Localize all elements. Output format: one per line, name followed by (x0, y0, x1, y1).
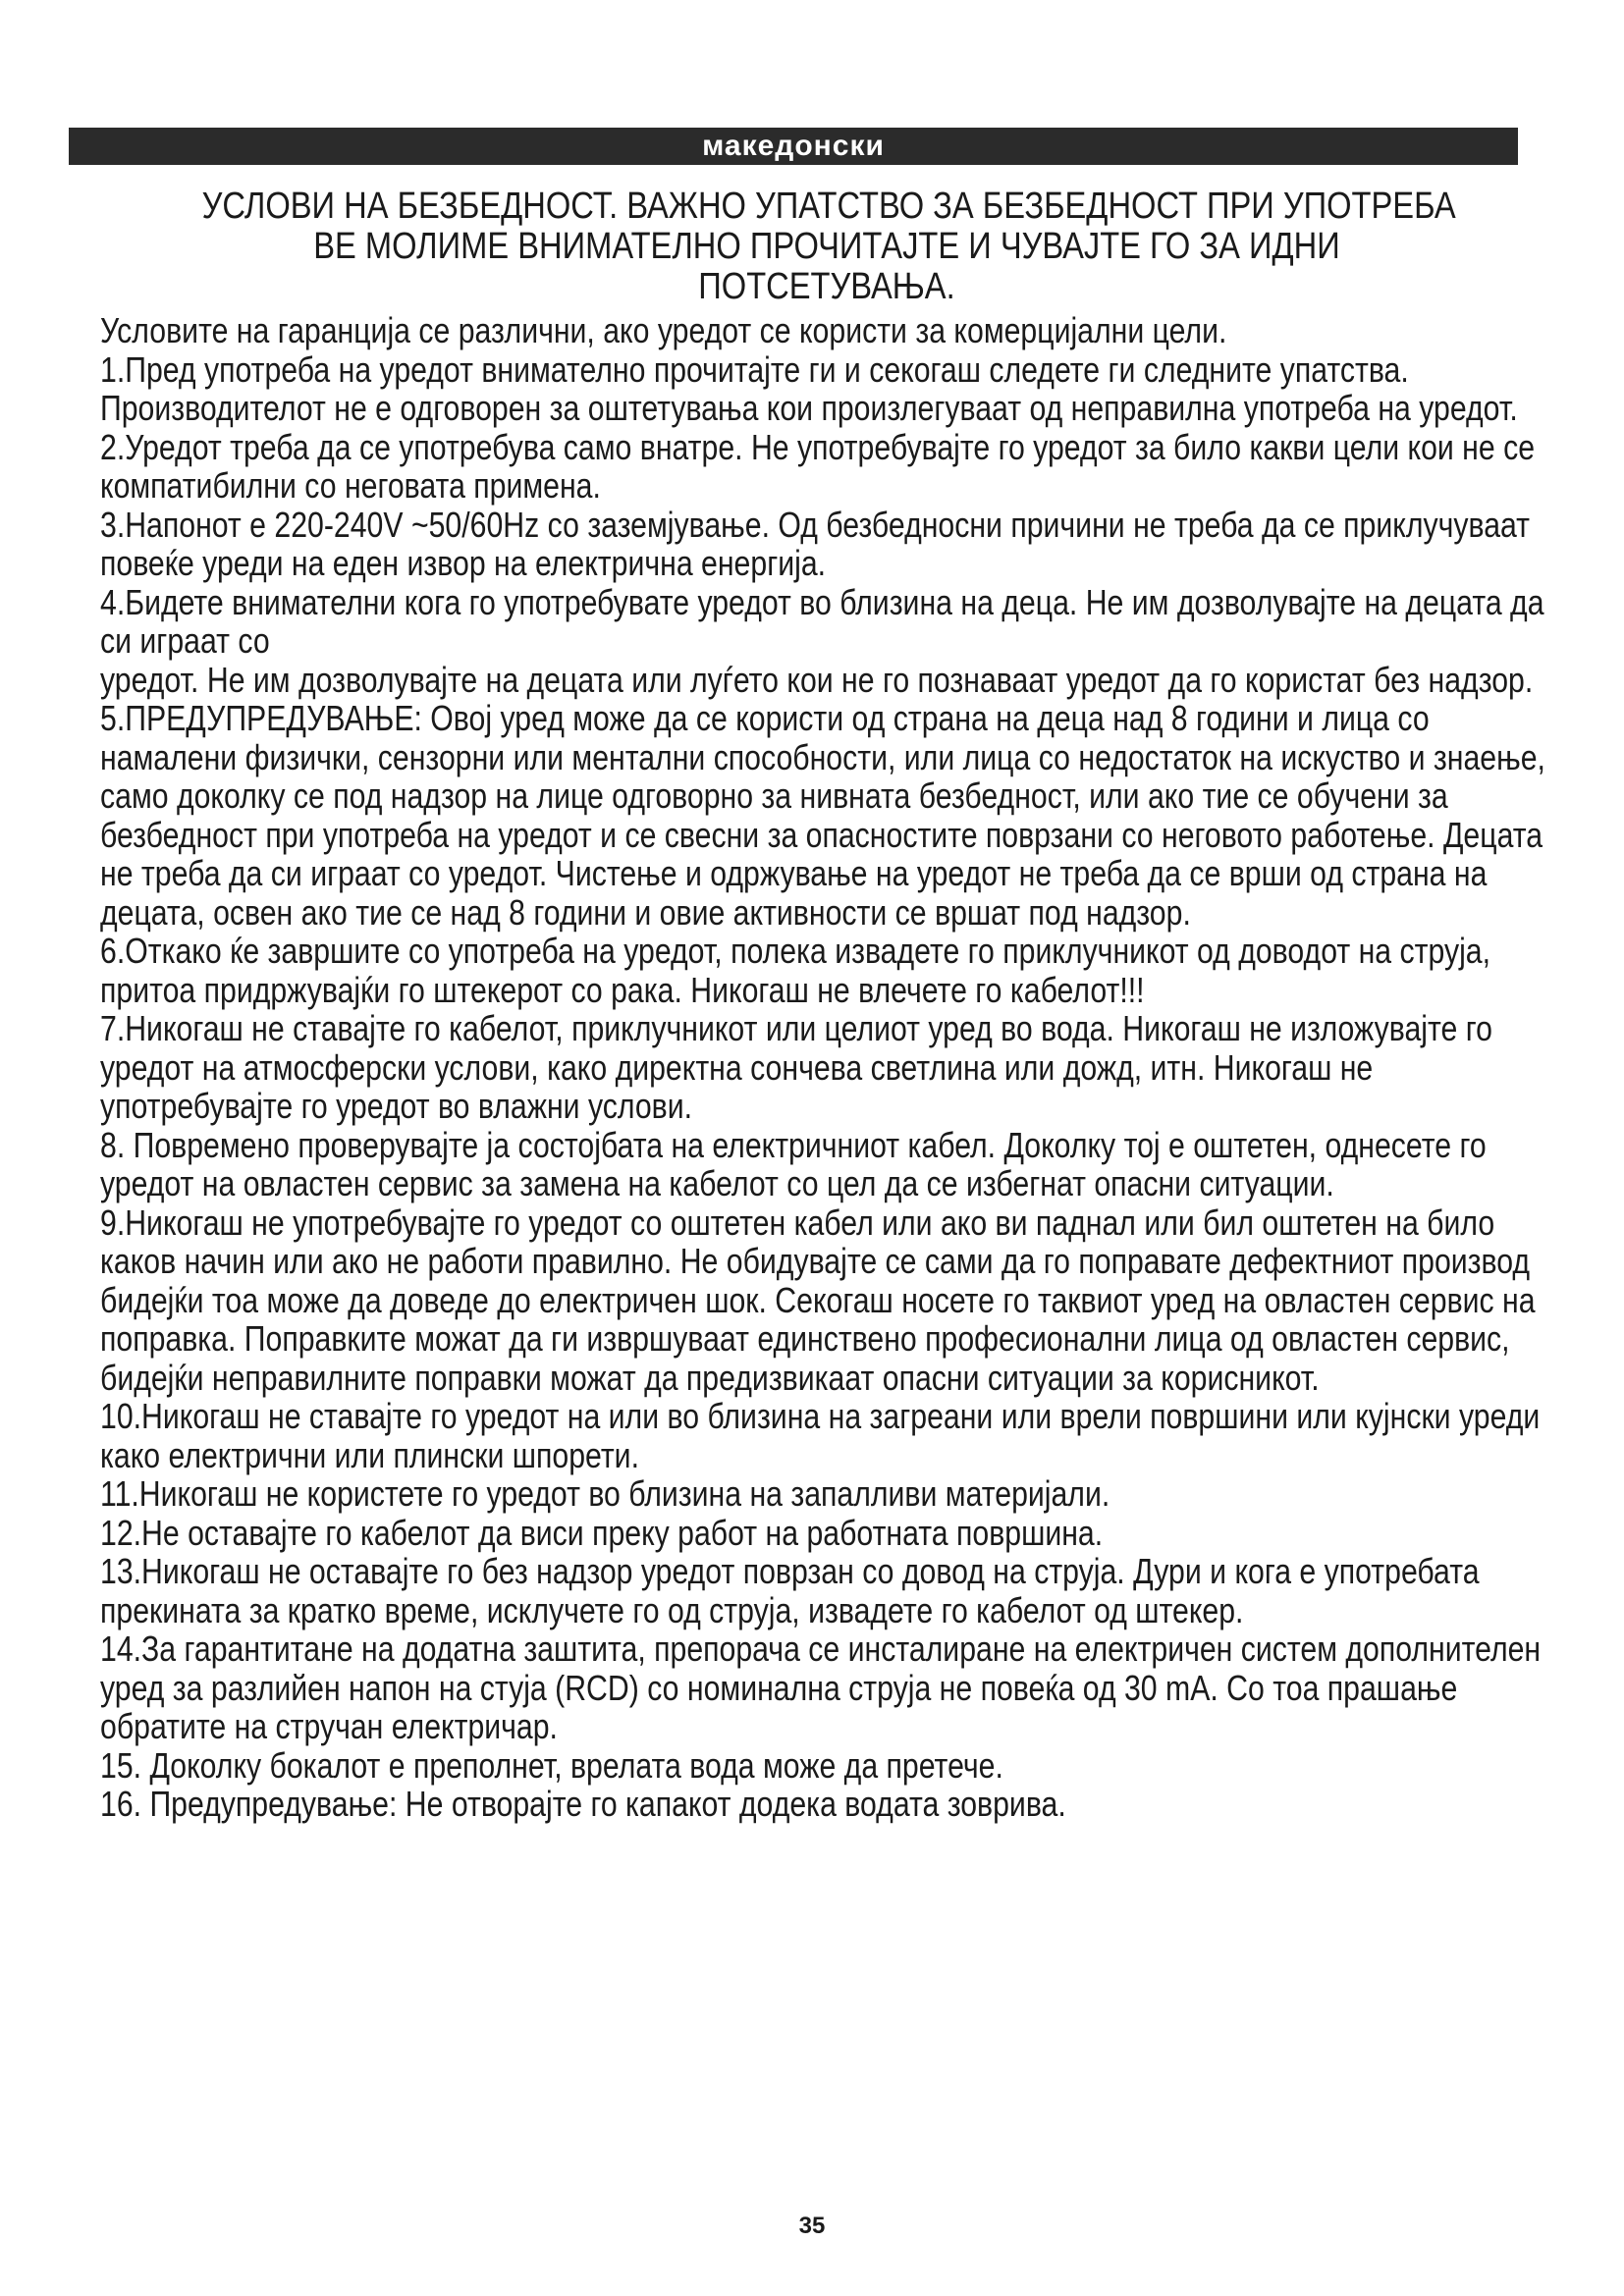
language-banner: македонски (69, 128, 1518, 165)
instruction-item: 15. Доколку бокалот е преполнет, врелата вода може да претече. (100, 1744, 1003, 1786)
instruction-item: 16. Предупредување: Не отворајте го капакот додека водата зоврива. (100, 1784, 1066, 1824)
safety-section (100, 187, 1553, 1824)
instruction-item: 12.Не оставајте го кабелот да виси преку работ на работната површина. (100, 1512, 1104, 1553)
heading-line: УСЛОВИ НА БЕЗБЕДНОСТ. ВАЖНО УПАТСТВО ЗА БЕЗБЕДНОСТ ПРИ УПОТРЕБА (201, 186, 1456, 227)
safety-instructions (100, 311, 1551, 1824)
warranty-intro: Условите на гаранција се различни, ако уредот се користи за комерцијални цели. (100, 310, 1227, 350)
instruction-item: 7.Никогаш не ставајте го кабелот, приклучникот или целиот уред во вода. Никогаш не изложувајте го уредот на атмосферски услови, како директна сончева светлина или дожд, итн. Никогаш не употребувајте го уредот во влажни услови. (100, 1008, 1492, 1126)
instruction-item: 3.Напонот е 220-240V ~50/60Hz со заземјување. Од безбедносни причини не треба да се приклучуваат повеќе уреди на еден извор на електрична енергија. (100, 504, 1531, 583)
instruction-item: 6.Откако ќе завршите со употреба на уредот, полека извадете го приклучникот од доводот на струја, притоа придржувајќи го штекерот со рака. Никогаш не влечете го кабелот!!! (100, 931, 1491, 1010)
instruction-item: 2.Уредот треба да се употребува само внатре. Не употребувајте го уредот за било какви цели кои не се компатибилни со неговата примена. (100, 426, 1536, 506)
instruction-item: 9.Никогаш не употребувајте го уредот со оштетен кабел или ако ви паднал или бил оштетен на било каков начин или ако не работи правилно. Не обидувајте се сами да го поправате дефектниот производ бидејќи тоа може да доведе до електричен шок. Секогаш носете го таквиот уред на овластен сервис на поправка. Поправките можат да ги извршуваат единствено професионални лица од овластен сервис, бидејќи неправилните поправки можат да предизвикаат опасни ситуации за корисникот. (100, 1201, 1536, 1398)
instruction-item: 1.Пред употреба на уредот внимателно прочитајте ги и секогаш следете ги следните упатства. Производителот не е одговорен за оштетувања кои произлегуваат од неправилна употреба на уредот. (100, 348, 1518, 428)
instruction-item: 14.За гарантитане на додатна заштита, препорача се инсталиране на електричен систем дополнителен уред за разлийен напон на стуја (RCD) со номинална струја не повеќа од 30 mA. Со тоа прашање обратите на стручан електричар. (100, 1629, 1542, 1746)
instruction-item: уредот. Не им дозволувајте на децата или луѓето кои не го познаваат уредот да го користат без надзор. (100, 659, 1534, 700)
safety-heading (201, 186, 1456, 307)
instruction-item: 5.ПРЕДУПРЕДУВАЊЕ: Овој уред може да се користи од страна на деца над 8 години и лица со намалени физички, сензорни или ментални способности, или лица со недостаток на искуство и знаење, само доколку се под надзор на лице одговорно за нивната безбедност, или ако тие се обучени за безбедност при употреба на уредот и се свесни за опасностите поврзани со неговото работење. Децата не треба да си играат со уредот. Чистење и одржување на уредот не треба да се врши од страна на децата, освен ако тие се над 8 години и овие активности се вршат под надзор. (100, 698, 1545, 933)
instruction-item: 13.Никогаш не оставајте го без надзор уредот поврзан со довод на струја. Дури и кога е употребата прекината за кратко време, исклучете го од струја, извадете го кабелот од штекер. (100, 1551, 1480, 1630)
instruction-item: 4.Бидете внимателни кога го употребувате уредот во близина на деца. Не им дозволувајте на децата да си играат со (100, 581, 1544, 661)
heading-line: ВЕ МОЛИМЕ ВНИМАТЕЛНО ПРОЧИТАЈТЕ И ЧУВАЈТЕ ГО ЗА ИДНИ (313, 226, 1340, 267)
page-number: 35 (798, 2213, 826, 2239)
instruction-item: 8. Повремено проверувајте ја состојбата на електричниот кабел. Доколку тој е оштетен, однесете го уредот на овластен сервис за замена на кабелот со цел да се избегнат опасни ситуации. (100, 1124, 1487, 1203)
instruction-item: 11.Никогаш не користете го уредот во близина на запалливи материјали. (100, 1473, 1110, 1514)
instruction-item: 10.Никогаш не ставајте го уредот на или во близина на загреани или врели површини или кујнски уреди како електрични или плински шпорети. (100, 1396, 1541, 1475)
heading-line: ПОТСЕТУВАЊА. (698, 266, 955, 307)
